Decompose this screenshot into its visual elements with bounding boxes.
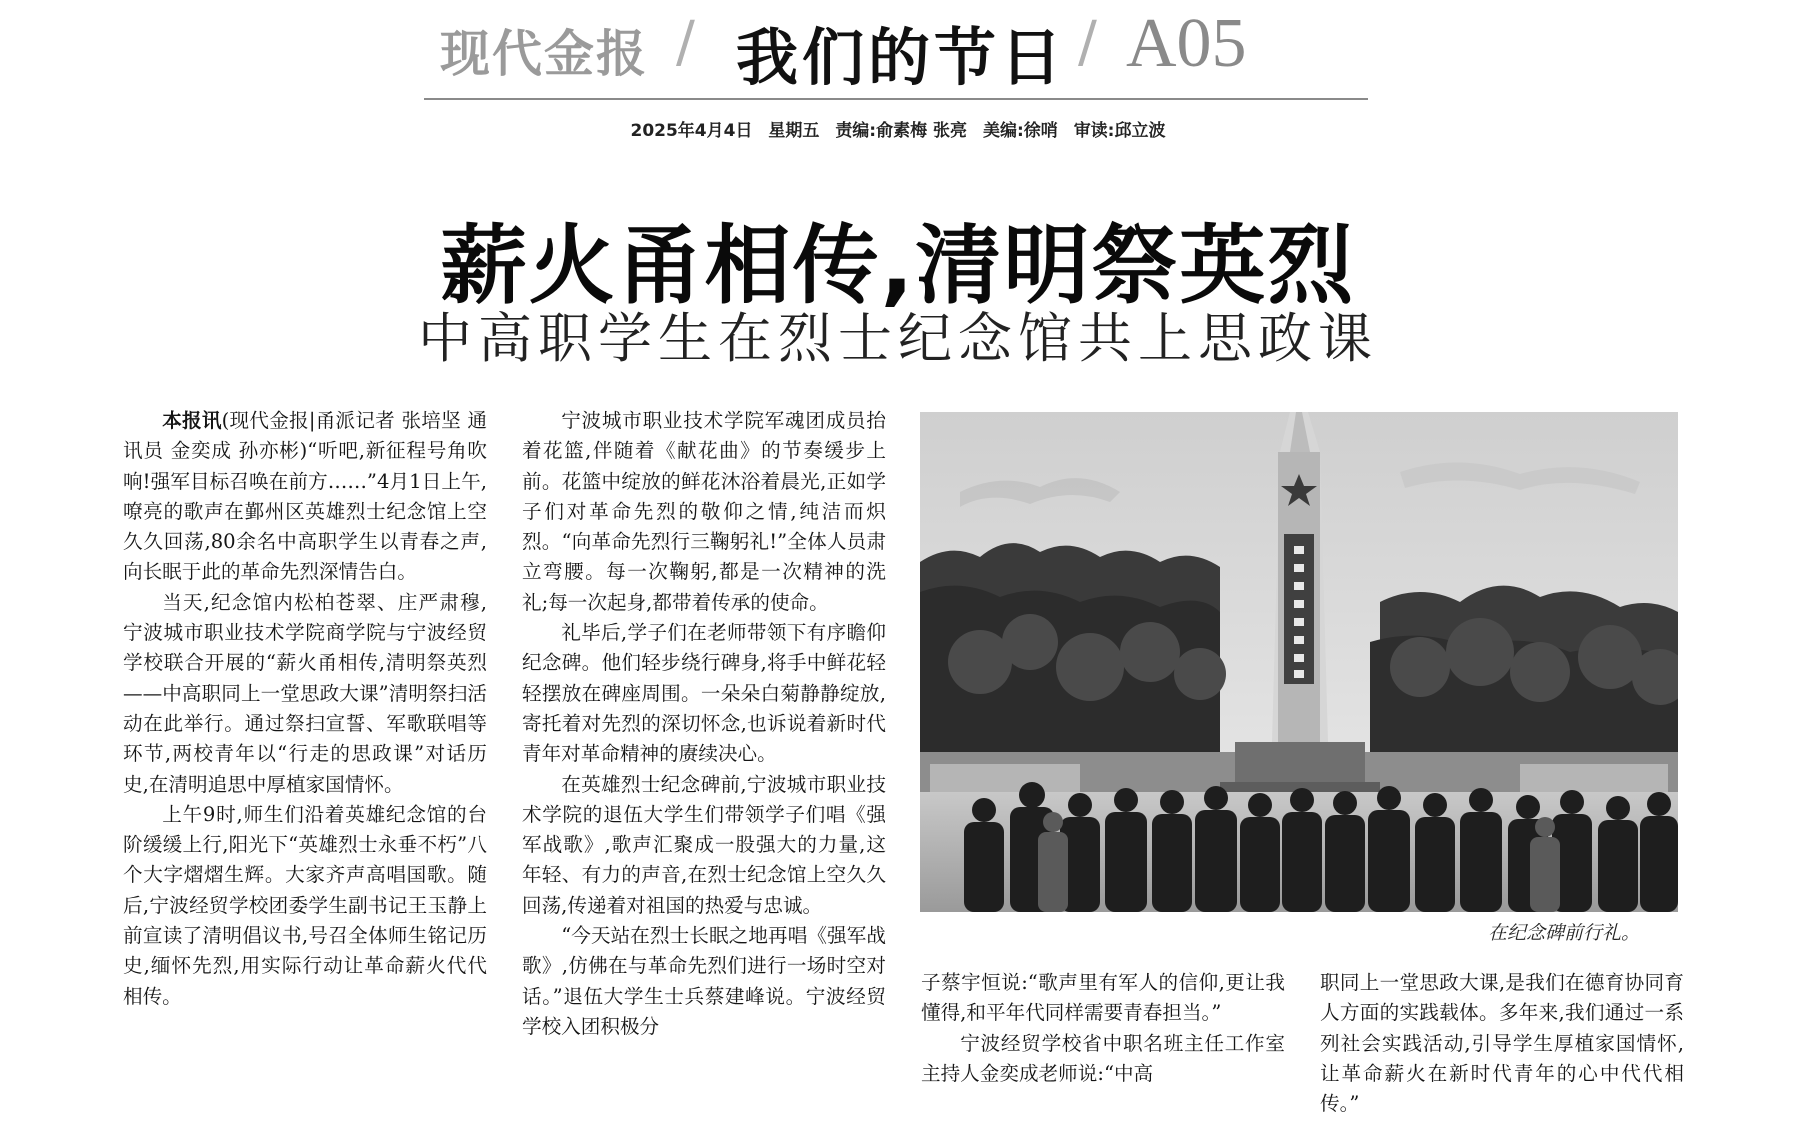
monument-photo-illustration — [920, 412, 1678, 912]
masthead — [0, 0, 1796, 100]
photo-caption: 在纪念碑前行礼。 — [1487, 922, 1640, 944]
paragraph: “今天站在烈士长眠之地再唱《强军战歌》,仿佛在与革命先烈们进行一场时空对话。”退伍大学生士兵蔡建峰说。宁波经贸学校入团积极分 — [522, 924, 886, 1038]
article-column-2 — [522, 406, 886, 1042]
paragraph: 上午9时,师生们沿着英雄纪念馆的台阶缓缓上行,阳光下“英雄烈士永垂不朽”八个大字熠熠生辉。大家齐声高唱国歌。随后,宁波经贸学校团委学生副书记王玉静上前宣读了清明倡议书,号召全体师生铭记历史,缅怀先烈,用实际行动让革命薪火代代相传。 — [123, 802, 487, 1008]
masthead-rule — [424, 98, 1368, 100]
article-subheadline: 中高职学生在烈士纪念馆共上思政课 — [418, 307, 1378, 370]
page-number: A05 — [1126, 5, 1247, 82]
paragraph: 本报讯(现代金报|甬派记者 张培坚 通讯员 金奕成 孙亦彬)“听吧,新征程号角吹响!强军目标召唤在前方……”4月1日上午,嘹亮的歌声在鄞州区英雄烈士纪念馆上空久久回荡,80余名中高职学生以青春之声,向长眠于此的革命先烈深情告白。 — [123, 409, 488, 584]
masthead-separator: / — [1078, 10, 1097, 75]
masthead-separator: / — [676, 10, 695, 75]
newspaper-name: 现代金报 — [440, 24, 648, 83]
lead-marker: 本报讯 — [162, 409, 222, 432]
paragraph: 礼毕后,学子们在老师带领下有序瞻仰纪念碑。他们轻步绕行碑身,将手中鲜花轻轻摆放在碑座周围。一朵朵白菊静静绽放,寄托着对先烈的深切怀念,也诉说着新时代青年对革命精神的赓续决心。 — [522, 621, 886, 766]
issue-weekday: 星期五 — [768, 121, 820, 141]
paragraph: 当天,纪念馆内松柏苍翠、庄严肃穆,宁波城市职业技术学院商学院与宁波经贸学校联合开展的“薪火甬相传,清明祭英烈——中高职同上一堂思政大课”清明祭扫活动在此举行。通过祭扫宣誓、军歌联唱等环节,两校青年以“行走的思政课”对话历史,在清明追思中厚植家国情怀。 — [123, 590, 487, 796]
section-title: 我们的节日 — [736, 21, 1067, 94]
paragraph: 宁波经贸学校省中职名班主任工作室主持人金奕成老师说:“中高 — [921, 1031, 1285, 1085]
article-column-3 — [921, 968, 1285, 1089]
article-column-1 — [123, 406, 487, 1012]
paragraph: 在英雄烈士纪念碑前,宁波城市职业技术学院的退伍大学生们带领学子们唱《强军战歌》,歌声汇聚成一股强大的力量,这年轻、有力的声音,在烈士纪念馆上空久久回荡,传递着对祖国的热爱与忠诚。 — [522, 772, 886, 917]
article-photo — [920, 412, 1678, 912]
article-column-4 — [1320, 968, 1684, 1119]
dateline — [0, 116, 1796, 141]
designer-credit: 美编:徐哨 — [982, 121, 1058, 141]
paragraph: 宁波城市职业技术学院军魂团成员抬着花篮,伴随着《献花曲》的节奏缓步上前。花篮中绽放的鲜花沐浴着晨光,正如学子们对革命先烈的敬仰之情,纯洁而炽烈。“向革命先烈行三鞠躬礼!”全体人员肃立弯腰。每一次鞠躬,都是一次精神的洗礼;每一次起身,都带着传承的使命。 — [522, 409, 886, 614]
editor-credit: 责编:俞素梅 张亮 — [835, 121, 968, 141]
issue-date: 2025年4月4日 — [630, 121, 753, 141]
paragraph: 子蔡宇恒说:“歌声里有军人的信仰,更让我懂得,和平年代同样需要青春担当。” — [921, 971, 1285, 1025]
proofreader-credit: 审读:邱立波 — [1073, 121, 1166, 141]
paragraph: 职同上一堂思政大课,是我们在德育协同育人方面的实践载体。多年来,我们通过一系列社会实践活动,引导学生厚植家国情怀,让革命薪火在新时代青年的心中代代相传。” — [1320, 971, 1684, 1116]
article-headline: 薪火甬相传,清明祭英烈 — [440, 216, 1356, 316]
